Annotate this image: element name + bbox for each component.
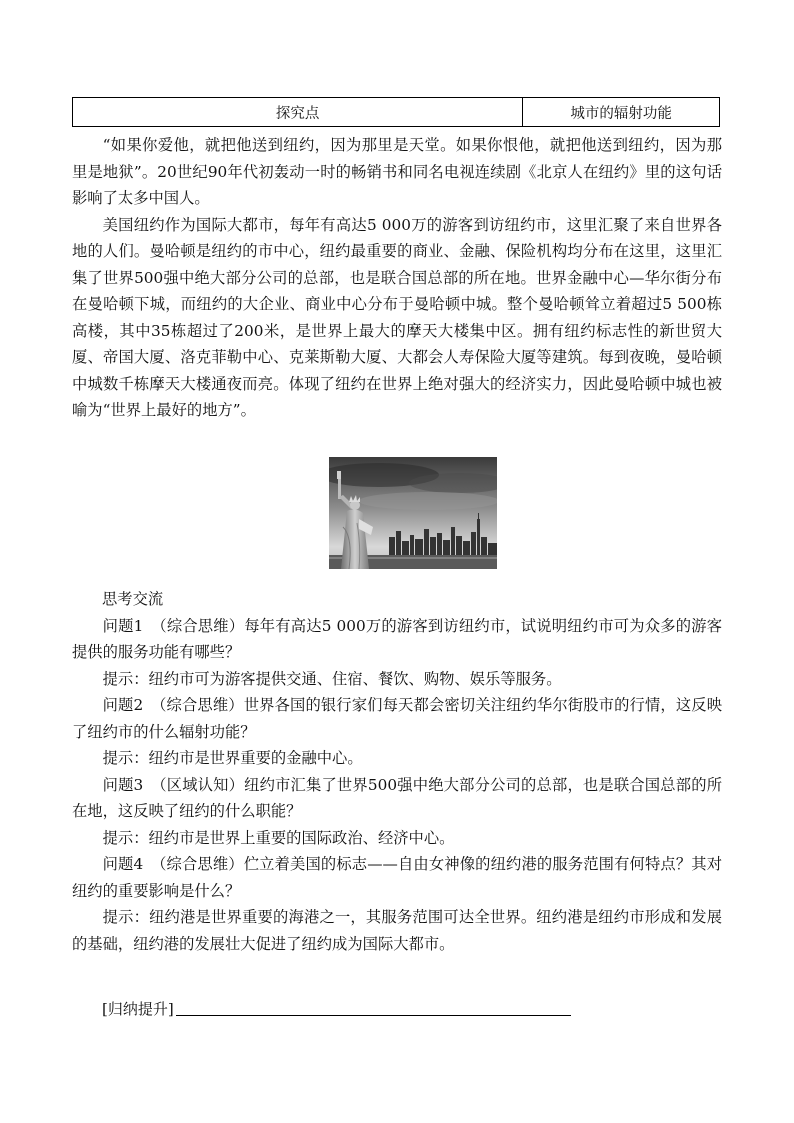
topic-header-table — [72, 97, 720, 127]
question-1: 问题1 （综合思维）每年有高达5 000万的游客到访纽约市，试说明纽约市可为众多的游客提供的服务功能有哪些？ — [72, 616, 722, 661]
discussion-section — [72, 586, 722, 957]
statue-of-liberty-photo — [329, 457, 497, 569]
intro-paragraph-1: “如果你爱他，就把他送到纽约，因为那里是天堂。如果你恨他，就把他送到纽约，因为那里是地狱”。20世纪90年代初轰动一时的畅销书和同名电视连续剧《北京人在纽约》里的这句话影响了太多中国人。 — [72, 136, 722, 207]
answer-2: 提示：纽约市是世界重要的金融中心。 — [102, 749, 363, 767]
summary-label: [归纳提升] — [102, 1000, 174, 1018]
question-3: 问题3 （区域认知）纽约市汇集了世界500强中绝大部分公司的总部，也是联合国总部的所在地，这反映了纽约的什么职能？ — [72, 775, 722, 820]
intro-section — [72, 132, 722, 424]
intro-paragraph-2: 美国纽约作为国际大都市，每年有高达5 000万的游客到访纽约市，这里汇聚了来自世界各地的人们。曼哈顿是纽约的市中心，纽约最重要的商业、金融、保险机构均分布在这里，这里汇集了世界500强中绝大部分公司的总部，也是联合国总部的所在地。世界金融中心—华尔街分布在曼哈顿下城，而纽约的大企业、商业中心分布于曼哈顿中城。整个曼哈顿耸立着超过5 500栋高楼，其中35栋超过了200米，是世界上最大的摩天大楼集中区。拥有纽约标志性的新世贸大厦、帝国大厦、洛克菲勒中心、克莱斯勒大厦、大都会人寿保险大厦等建筑。每到夜晚，曼哈顿中城数千栋摩天大楼通夜而亮。体现了纽约在世界上绝对强大的经济实力，因此曼哈顿中城也被喻为“世界上最好的地方”。 — [72, 215, 722, 419]
question-4: 问题4 （综合思维）伫立着美国的标志——自由女神像的纽约港的服务范围有何特点？其对纽约的重要影响是什么？ — [72, 855, 722, 900]
topic-cell: 探究点 — [73, 98, 523, 127]
answer-4: 提示：纽约港是世界重要的海港之一，其服务范围可达全世界。纽约港是纽约市形成和发展的基础，纽约港的发展壮大促进了纽约成为国际大都市。 — [72, 908, 722, 953]
discussion-heading: 思考交流 — [102, 590, 164, 608]
question-2: 问题2 （综合思维）世界各国的银行家们每天都会密切关注纽约华尔街股市的行情，这反映了纽约市的什么辐射功能？ — [72, 696, 722, 741]
answer-3: 提示：纽约市是世界上重要的国际政治、经济中心。 — [102, 828, 455, 847]
answer-1: 提示：纽约市可为游客提供交通、住宿、餐饮、购物、娱乐等服务。 — [102, 669, 562, 688]
summary-answer-line — [176, 1015, 571, 1016]
topic-title-cell: 城市的辐射功能 — [523, 98, 720, 127]
